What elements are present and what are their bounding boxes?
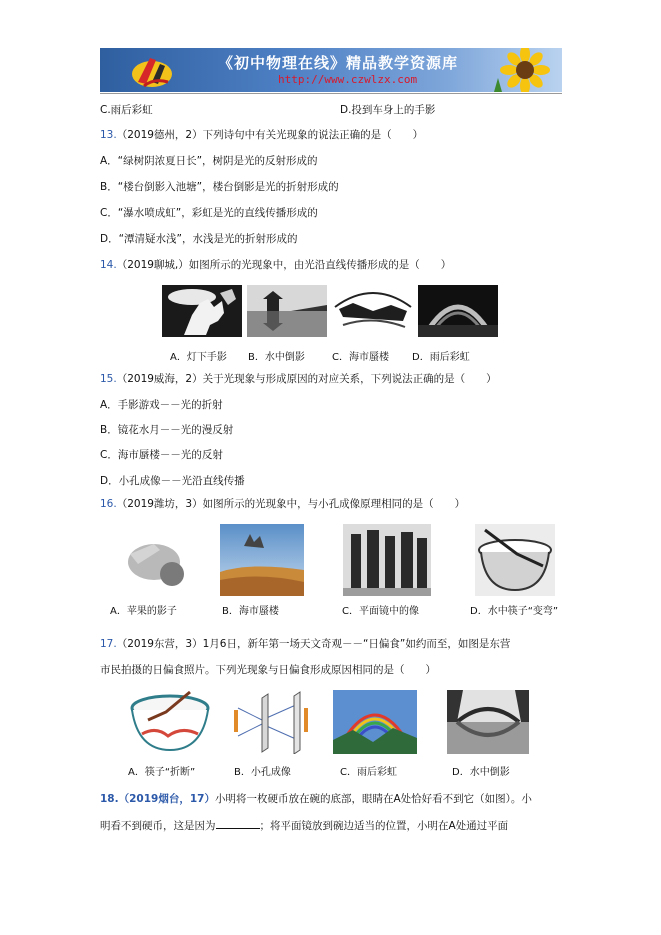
q14-stem: （2019聊城,）如图所示的光现象中，由光沿直线传播形成的是（ ） [116,259,452,271]
q13-stem: （2019德州，2）下列诗句中有关光现象的说法正确的是（ ） [116,129,424,141]
q18-stem-line-2 [100,818,508,833]
q13-option-d: D．“潭清疑水浅”，水浅是光的折射形成的 [100,233,298,245]
q16-image-mirror-image [343,524,431,596]
q16-caption-d: D．水中筷子“变弯” [470,606,559,617]
q17-caption-a: A．筷子“折断” [128,767,196,778]
q16-caption-c: C．平面镜中的像 [342,606,419,617]
q17-image-chopstick-bowl [128,690,212,754]
header-banner [100,48,562,92]
q17-image-water-reflection [447,690,529,754]
prev-option-d: D.投到车身上的手影 [340,104,436,116]
q17-image-rainbow [333,690,417,754]
q15-option-c: C．海市蜃楼－－光的反射 [100,449,223,461]
q17-caption-d: D．水中倒影 [452,767,510,778]
q16-stem-line [100,497,465,511]
q16-image-mirage [220,524,304,596]
q17-number: 17. [100,638,117,650]
q14-caption-d: D．雨后彩虹 [412,352,470,363]
q17-caption-b: B．小孔成像 [234,767,291,778]
q15-option-a: A．手影游戏－－光的折射 [100,399,223,411]
q15-number: 15. [100,373,117,385]
q13-option-a: A．“绿树阴浓夏日长”，树阴是光的反射形成的 [100,155,318,167]
q18-stem-line-1 [100,792,532,806]
q17-image-pinhole [228,690,320,754]
q18-stem-2a: 明看不到硬币，这是因为 [100,820,216,832]
q14-image-mirage [333,285,413,337]
q14-number: 14. [100,259,117,271]
q14-image-hand-shadow [162,285,242,337]
q16-caption-b: B．海市蜃楼 [222,606,279,617]
q14-stem-line [100,258,451,272]
q15-option-d: D．小孔成像－－光沿直线传播 [100,475,245,487]
q16-caption-a: A．苹果的影子 [110,606,177,617]
q18-stem-2b: ；将平面镜放到碗边适当的位置，小明在A处通过平面 [259,820,509,832]
q17-stem-1: （2019东营，3）1月6日，新年第一场天文奇观－－“日偏食”如约而至，如图是东营 [116,638,511,650]
q17-stem-2: 市民拍摄的日偏食照片。下列光现象与日偏食形成原因相同的是（ ） [100,664,436,676]
q15-stem: （2019威海，2）关于光现象与形成原因的对应关系，下列说法正确的是（ ） [116,373,497,385]
q15-stem-line [100,372,497,386]
banner-url: http://www.czwlzx.com [278,73,418,86]
banner-title: 《初中物理在线》精品教学资源库 [218,54,459,72]
q16-number: 16. [100,498,117,510]
header-divider [100,93,562,94]
q14-caption-a: A．灯下手影 [170,352,227,363]
q14-image-water-reflection [247,285,327,337]
q13-option-c: C．“瀑水喷成虹”，彩虹是光的直线传播形成的 [100,207,318,219]
q18-stem-1: 小明将一枚硬币放在碗的底部，眼睛在A处恰好看不到它（如图）。小 [214,793,532,805]
q16-image-chopstick-water [475,524,555,596]
q18-source: （2019烟台，17） [118,793,215,805]
q18-answer-blank[interactable] [216,818,260,829]
q13-option-b: B．“楼台倒影入池塘”，楼台倒影是光的折射形成的 [100,181,339,193]
q16-image-apple-shadow [110,524,192,596]
q14-caption-c: C．海市蜃楼 [332,352,389,363]
q18-number: 18. [100,793,119,805]
q17-stem-line-1 [100,637,510,651]
q14-image-rainbow [418,285,498,337]
q13-stem-line [100,128,423,142]
q14-caption-b: B．水中倒影 [248,352,305,363]
q13-number: 13. [100,129,117,141]
q16-stem: （2019潍坊，3）如图所示的光现象中，与小孔成像原理相同的是（ ） [116,498,466,510]
q15-option-b: B．镜花水月－－光的漫反射 [100,424,234,436]
sunflower-icon [490,48,560,92]
prev-option-c: C.雨后彩虹 [100,104,153,116]
site-logo-icon [130,52,174,90]
q17-caption-c: C．雨后彩虹 [340,767,397,778]
